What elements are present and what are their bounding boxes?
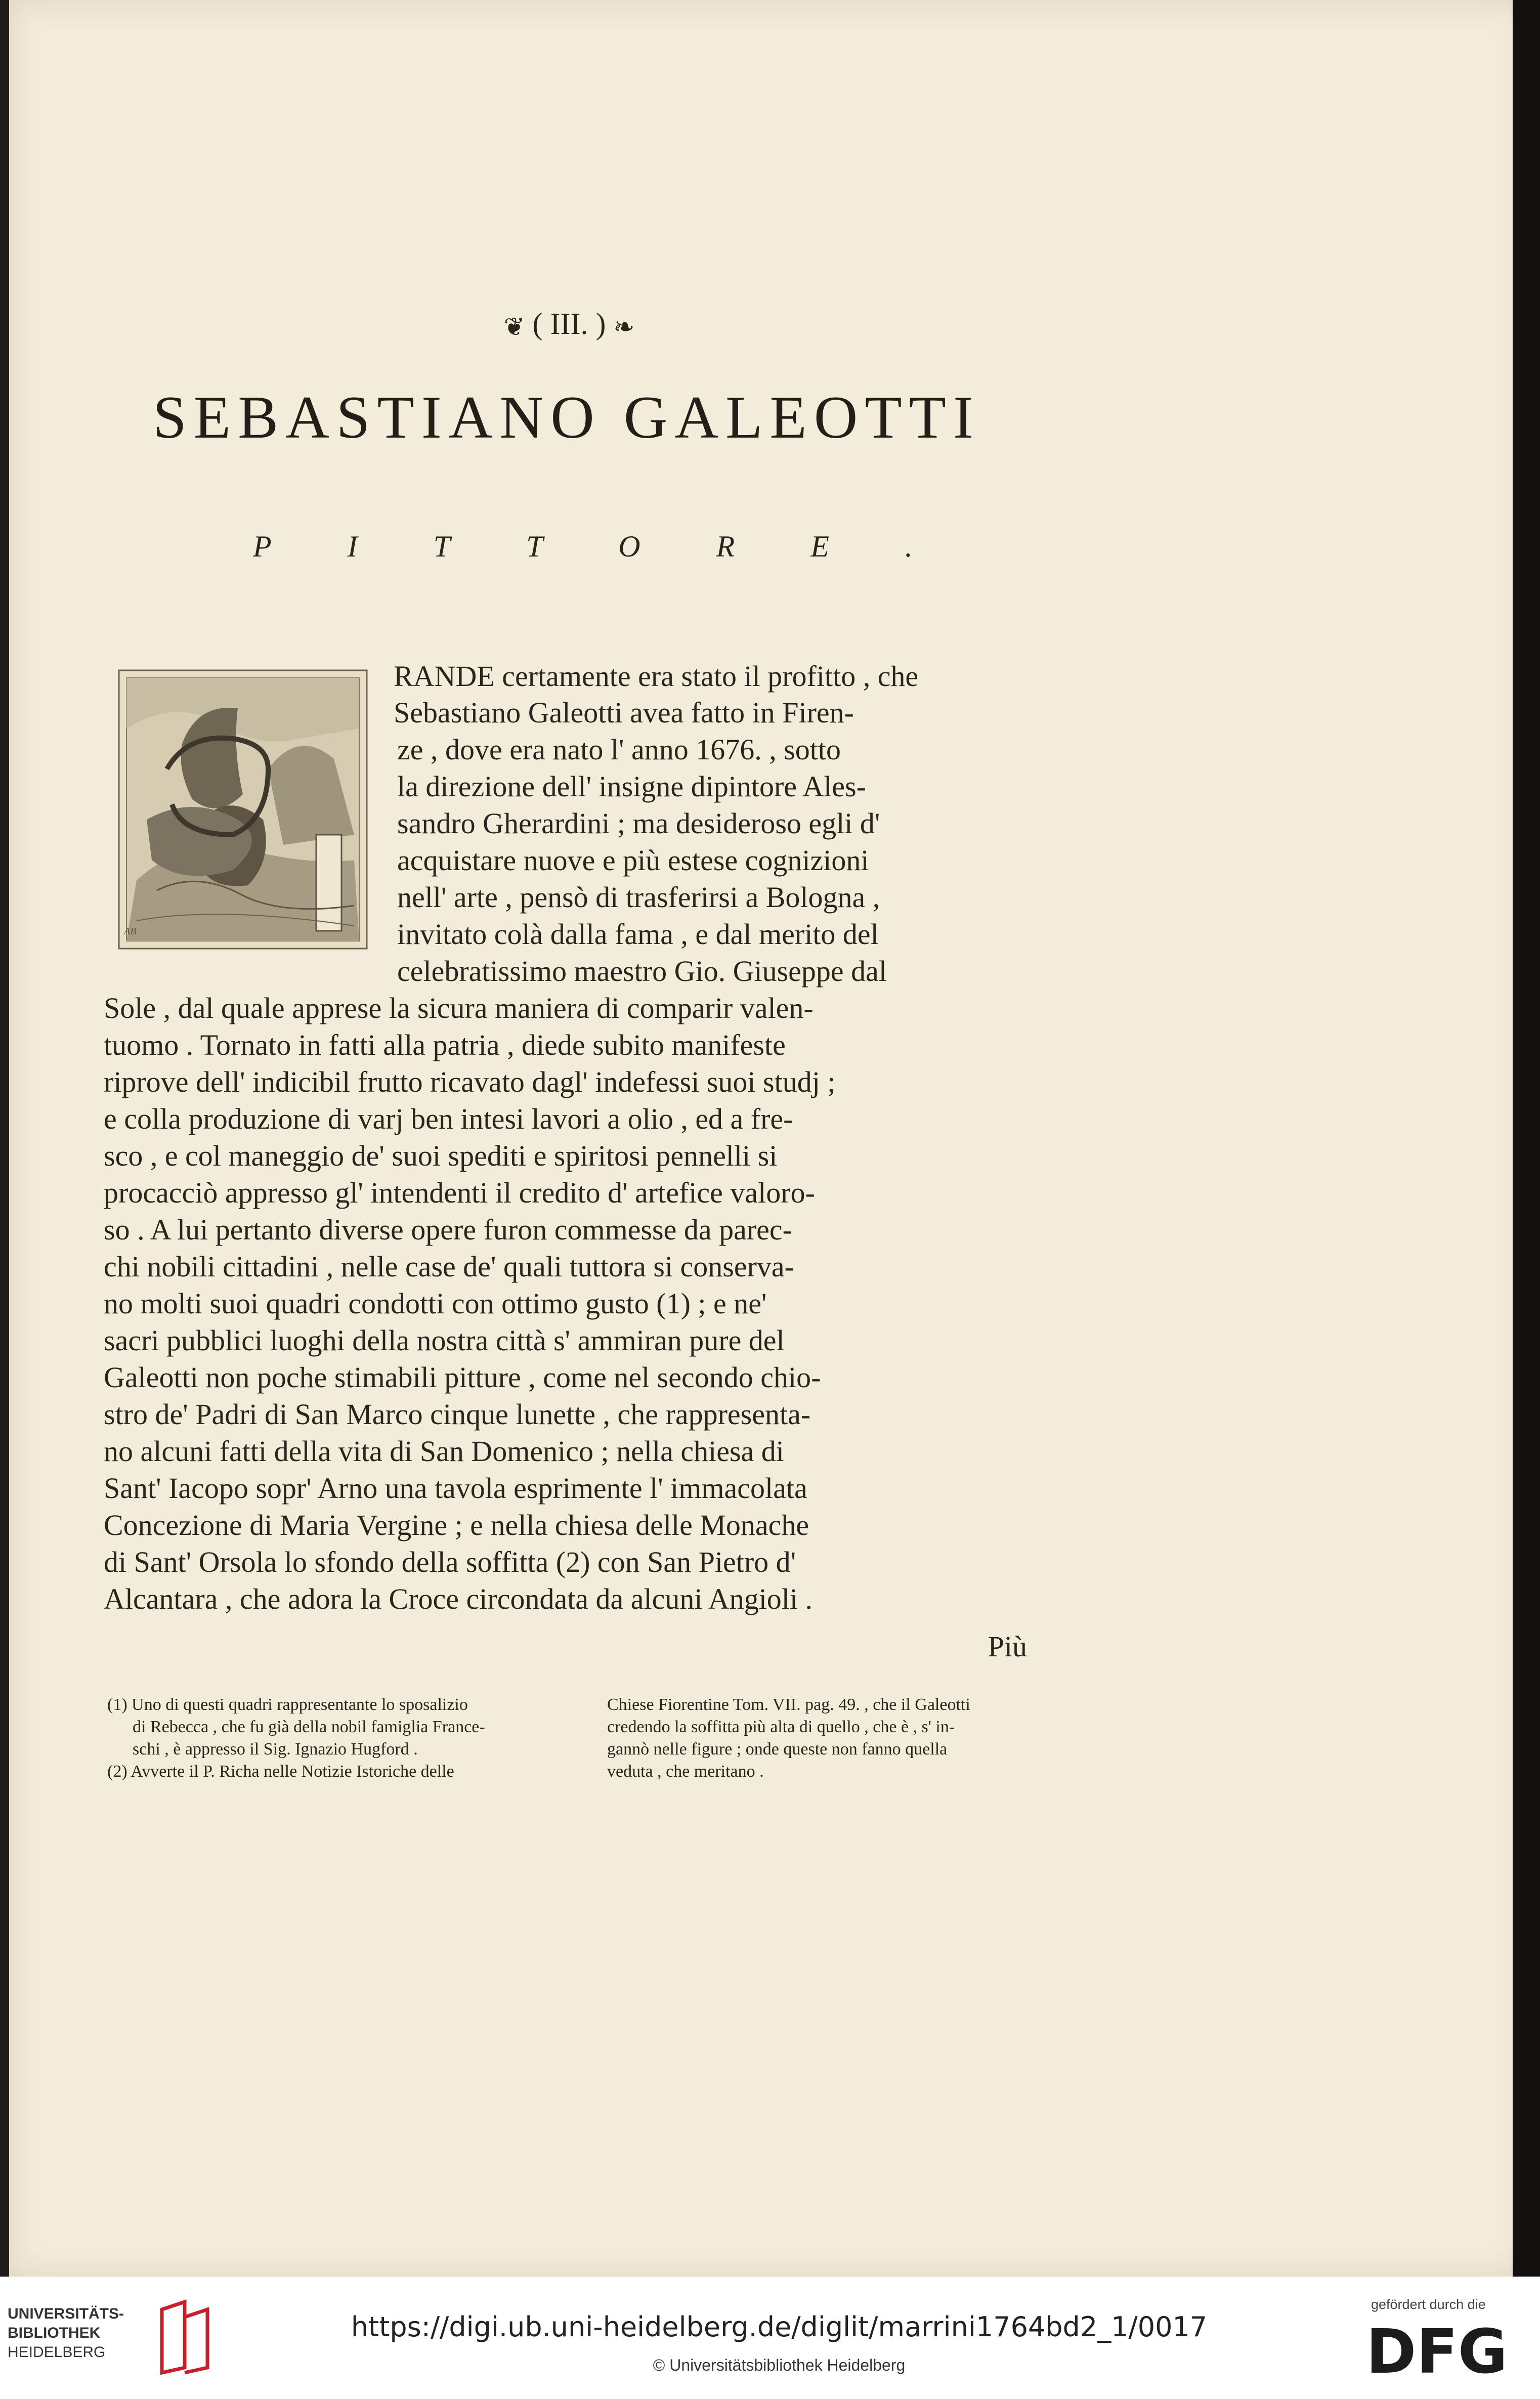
body-line: ze , dove era nato l' anno 1676. , sotto xyxy=(397,733,841,766)
dfg-logo-icon[interactable] xyxy=(1366,2320,1533,2380)
funder-text: gefördert durch die xyxy=(1371,2297,1486,2312)
footnote-line: gannò nelle figure ; onde queste non fanno quella xyxy=(607,1740,948,1759)
footnote-line: di Rebecca , che fu già della nobil famiglia France- xyxy=(133,1718,485,1736)
library-line: UNIVERSITÄTS- xyxy=(8,2305,124,2322)
body-line: nell' arte , pensò di trasferirsi a Bologna , xyxy=(397,881,880,914)
body-line: so . A lui pertanto diverse opere furon commesse da parec- xyxy=(104,1213,792,1246)
footnote-line: veduta , che meritano . xyxy=(607,1762,764,1781)
footnote-line: schi , è appresso il Sig. Ignazio Hugford . xyxy=(133,1740,418,1759)
right-ornament-icon: ❧ xyxy=(613,313,635,341)
binding-gutter xyxy=(1513,0,1540,2277)
page-title: SEBASTIANO GALEOTTI xyxy=(153,383,980,451)
body-line: riprove dell' indicibil frutto ricavato dagl' indefessi suoi studj ; xyxy=(104,1065,836,1098)
body-line: Concezione di Maria Vergine ; e nella chiesa delle Monache xyxy=(104,1509,809,1541)
body-line: Alcantara , che adora la Croce circondata da alcuni Angioli . xyxy=(104,1582,813,1615)
left-ornament-icon: ❦ xyxy=(503,313,525,341)
body-line: no alcuni fatti della vita di San Domenico ; nella chiesa di xyxy=(104,1435,784,1468)
library-logo-icon[interactable] xyxy=(157,2299,212,2375)
body-line: invitato colà dalla fama , e dal merito del xyxy=(397,918,879,951)
permalink-url[interactable]: https://digi.ub.uni-heidelberg.de/diglit/marrini1764bd2_1/0017 xyxy=(351,2311,1208,2343)
body-line: procacciò appresso gl' intendenti il credito d' artefice valoro- xyxy=(104,1176,815,1209)
copyright-notice: © Universitätsbibliothek Heidelberg xyxy=(653,2356,906,2374)
body-line: e colla produzione di varj ben intesi lavori a olio , ed a fre- xyxy=(104,1102,793,1135)
body-line: sco , e col maneggio de' suoi spediti e spiritosi pennelli si xyxy=(104,1139,778,1172)
body-line: sandro Gherardini ; ma desideroso egli d' xyxy=(397,807,880,840)
body-line: celebratissimo maestro Gio. Giuseppe dal xyxy=(397,955,887,988)
body-line: la direzione dell' insigne dipintore Ales- xyxy=(397,770,866,803)
chapter-number-text: ( III. ) xyxy=(532,307,606,340)
library-line: HEIDELBERG xyxy=(8,2344,106,2361)
library-line: BIBLIOTHEK xyxy=(8,2325,101,2341)
body-line: stro de' Padri di San Marco cinque lunette , che rappresenta- xyxy=(104,1398,811,1431)
chapter-number xyxy=(455,298,683,349)
body-line: di Sant' Orsola lo sfondo della soffitta (2) con San Pietro d' xyxy=(104,1546,796,1578)
page-subtitle: PITTORE. xyxy=(253,530,989,563)
body-line: RANDE certamente era stato il profitto , che xyxy=(394,660,919,693)
engraver-signature: AB xyxy=(124,926,137,937)
footnote-line: credendo la soffitta più alta di quello , che è , s' in- xyxy=(607,1718,955,1736)
library-logo-text[interactable] xyxy=(8,2304,159,2362)
body-line: tuomo . Tornato in fatti alla patria , diede subito manifeste xyxy=(104,1029,786,1061)
footnote-line: (1) Uno di questi quadri rappresentante lo sposalizio xyxy=(107,1695,468,1714)
body-line: Galeotti non poche stimabili pitture , come nel secondo chio- xyxy=(104,1361,821,1394)
catchword: Più xyxy=(988,1630,1027,1663)
body-line: acquistare nuove e più estese cognizioni xyxy=(397,844,869,877)
body-line: Sole , dal quale apprese la sicura maniera di comparir valen- xyxy=(104,992,814,1024)
engraved-initial-g-icon xyxy=(116,668,369,951)
body-line: Sant' Iacopo sopr' Arno una tavola esprimente l' immacolata xyxy=(104,1472,807,1505)
body-line: no molti suoi quadri condotti con ottimo gusto (1) ; e ne' xyxy=(104,1287,767,1320)
body-line: chi nobili cittadini , nelle case de' quali tuttora si conserva- xyxy=(104,1250,794,1283)
body-line: Sebastiano Galeotti avea fatto in Firen- xyxy=(394,696,854,729)
footnote-line: Chiese Fiorentine Tom. VII. pag. 49. , che il Galeotti xyxy=(607,1695,970,1714)
dfg-logo-text: DFG xyxy=(1366,2320,1508,2380)
footnote-line: (2) Avverte il P. Richa nelle Notizie Istoriche delle xyxy=(107,1762,454,1781)
body-line: sacri pubblici luoghi della nostra città s' ammiran pure del xyxy=(104,1324,785,1357)
